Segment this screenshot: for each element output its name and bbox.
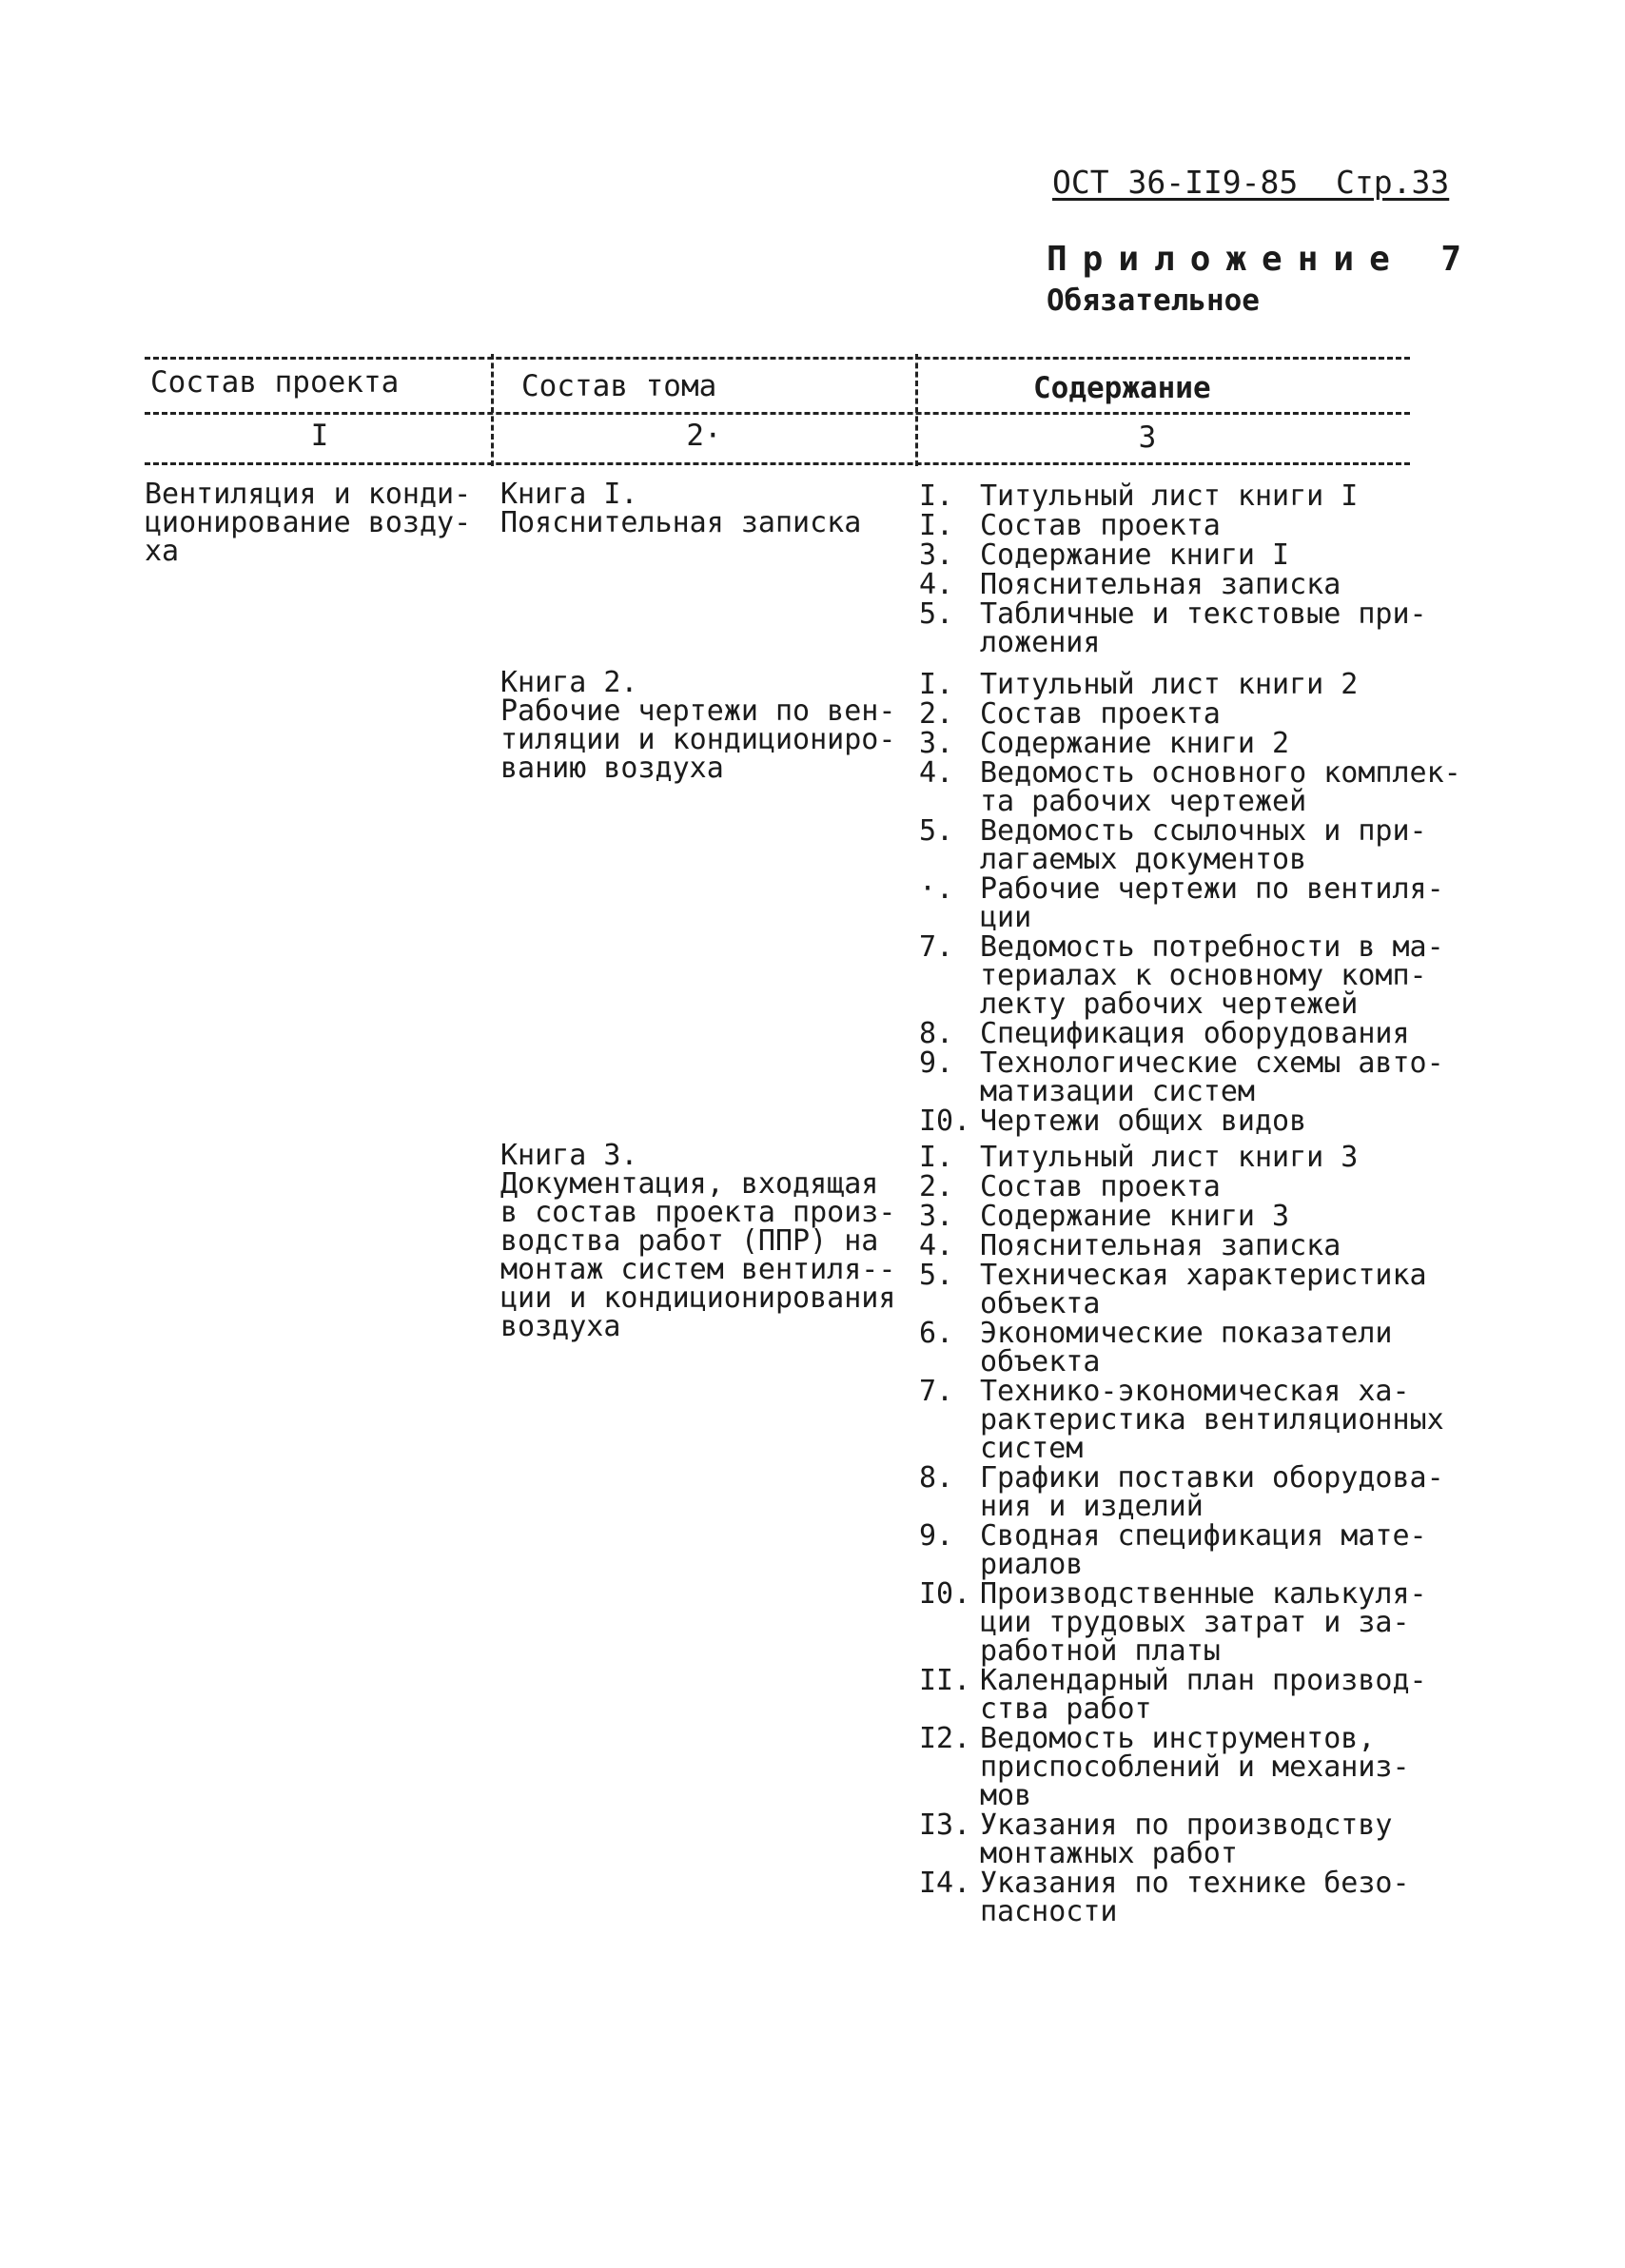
content-item-number: 6. — [919, 1317, 954, 1350]
content-item-text: Спецификация оборудования — [980, 1017, 1410, 1050]
content-item — [919, 814, 1490, 876]
content-item-text: Ведомость ссылочных и при- лагаемых документов — [980, 814, 1427, 876]
content-item-number: I2. — [919, 1722, 971, 1755]
content-item-text: Чертежи общих видов — [980, 1105, 1307, 1138]
content-item-number: 3. — [919, 538, 954, 572]
content-item — [919, 1317, 1490, 1378]
content-item-number: 7. — [919, 930, 954, 964]
column-header-project: Состав проекта — [150, 365, 400, 400]
content-item-text: Состав проекта — [980, 1170, 1221, 1203]
column-divider-1 — [491, 354, 494, 466]
content-item-text: Указания по производству монтажных работ — [980, 1809, 1393, 1870]
content-item-text: Содержание книги 2 — [980, 727, 1290, 760]
column-header-volume: Состав тома — [521, 369, 717, 403]
content-item-text: Состав проекта — [980, 509, 1221, 542]
content-item-text: Экономические показатели объекта — [980, 1317, 1393, 1378]
content-item-number: 3. — [919, 1200, 954, 1233]
content-item-text: Техническая характеристика объекта — [980, 1259, 1427, 1320]
content-item-text: Ведомость потребности в ма- териалах к основному комп- лекту рабочих чертежей — [980, 930, 1444, 1021]
content-item-number: 5. — [919, 1259, 954, 1292]
content-item-number: I0. — [919, 1105, 971, 1138]
content-item-text: Технологические схемы авто- матизации систем — [980, 1046, 1444, 1108]
content-item-text: Содержание книги I — [980, 538, 1290, 572]
content-item — [919, 756, 1490, 818]
project-name: Вентиляция и конди- ционирование возду- ха — [145, 478, 472, 568]
content-item-text: Пояснительная записка — [980, 1229, 1341, 1262]
content-item-text: Состав проекта — [980, 697, 1221, 731]
content-item — [919, 1170, 1490, 1203]
content-item-number: 9. — [919, 1046, 954, 1080]
content-item-number: 8. — [919, 1461, 954, 1495]
page-reference: ОСТ 36-II9-85 Стр.33 — [1052, 164, 1450, 201]
content-item-number: 5. — [919, 597, 954, 631]
book-2-contents — [919, 668, 1490, 1138]
content-item — [919, 930, 1490, 1021]
content-item-number: II. — [919, 1664, 971, 1697]
content-item-text: Графики поставки оборудова- ния и изделий — [980, 1461, 1444, 1523]
content-item — [919, 509, 1490, 542]
content-item — [919, 1202, 1490, 1231]
content-item — [919, 1577, 1490, 1668]
content-item — [919, 568, 1490, 601]
book-3-contents — [919, 1141, 1490, 1928]
content-item — [919, 668, 1490, 701]
content-item — [919, 597, 1490, 659]
content-item — [919, 697, 1490, 731]
content-item — [919, 1107, 1490, 1136]
content-item — [919, 1869, 1490, 1926]
content-item-number: ·. — [919, 872, 954, 906]
content-item — [919, 727, 1490, 760]
content-item — [919, 1046, 1490, 1108]
content-item-text: Титульный лист книги I — [980, 479, 1359, 513]
content-item-number: 2. — [919, 1170, 954, 1203]
content-item-text: Пояснительная записка — [980, 568, 1341, 601]
content-item-text: Содержание книги 3 — [980, 1200, 1290, 1233]
table-header-rule — [145, 412, 1410, 415]
column-number-2: 2· — [686, 419, 722, 453]
content-item-number: I. — [919, 479, 954, 513]
content-item — [919, 1722, 1490, 1812]
content-item-text: Технико-экономическая ха- рактеристика вентиляционных систем — [980, 1375, 1444, 1465]
table-number-rule — [145, 462, 1410, 465]
content-item — [919, 1261, 1490, 1319]
content-item-text: Производственные калькуля- ции трудовых затрат и за- работной платы — [980, 1577, 1427, 1668]
content-item — [919, 872, 1490, 934]
content-item-number: 2. — [919, 697, 954, 731]
column-header-content: Содержание — [1033, 371, 1211, 405]
content-item-number: 8. — [919, 1017, 954, 1050]
content-item-number: I4. — [919, 1867, 971, 1900]
content-item — [919, 1017, 1490, 1050]
content-item — [919, 538, 1490, 572]
appendix-status: Обязательное — [1047, 284, 1260, 318]
content-item-number: I0. — [919, 1577, 971, 1611]
content-item-text: Сводная спецификация мате- риалов — [980, 1519, 1427, 1581]
content-item-number: I3. — [919, 1809, 971, 1842]
content-item-text: Ведомость инструментов, приспособлений и механиз- мов — [980, 1722, 1410, 1812]
content-item-text: Табличные и текстовые при- ложения — [980, 597, 1427, 659]
table-top-rule — [145, 357, 1410, 360]
appendix-title: Приложение 7 — [1047, 240, 1478, 279]
content-item-text: Титульный лист книги 2 — [980, 668, 1359, 701]
content-item — [919, 479, 1490, 513]
content-item-number: 4. — [919, 568, 954, 601]
content-item-text: Титульный лист книги 3 — [980, 1141, 1359, 1174]
content-item-text: Ведомость основного комплек- та рабочих чертежей — [980, 756, 1461, 818]
book-2-title: Книга 2. Рабочие чертежи по вен- тиляции и кондициониро- ванию воздуха — [500, 666, 896, 785]
content-item-number: 4. — [919, 756, 954, 790]
book-1-contents — [919, 479, 1490, 659]
content-item-number: 9. — [919, 1519, 954, 1553]
content-item — [919, 1811, 1490, 1868]
column-number-1: I — [310, 419, 329, 453]
content-item-number: I. — [919, 1141, 954, 1174]
content-item-text: Рабочие чертежи по вентиля- ции — [980, 872, 1444, 934]
content-item — [919, 1375, 1490, 1465]
book-1-title: Книга I. Пояснительная записка — [500, 478, 862, 539]
content-item-text: Календарный план производ- ства работ — [980, 1664, 1427, 1726]
column-divider-2 — [915, 354, 918, 466]
content-item — [919, 1141, 1490, 1174]
content-item — [919, 1229, 1490, 1262]
content-item — [919, 1519, 1490, 1581]
content-item — [919, 1461, 1490, 1523]
content-item-number: I. — [919, 509, 954, 542]
content-item-number: 3. — [919, 727, 954, 760]
content-item-text: Указания по технике безо- пасности — [980, 1867, 1410, 1928]
content-item-number: 5. — [919, 814, 954, 848]
book-3-title: Книга 3. Документация, входящая в состав проекта произ- водства работ (ППР) на монтаж систем вентиля-- ции и кондиционирования воздуха — [500, 1139, 896, 1343]
content-item-number: 7. — [919, 1375, 954, 1408]
content-item-number: 4. — [919, 1229, 954, 1262]
content-item — [919, 1664, 1490, 1726]
column-number-3: 3 — [1138, 420, 1157, 455]
content-item-number: I. — [919, 668, 954, 701]
